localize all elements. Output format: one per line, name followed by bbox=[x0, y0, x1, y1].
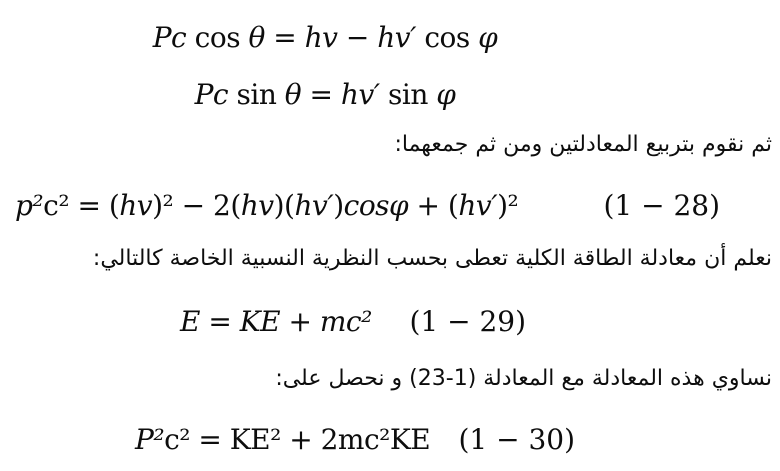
equation-momentum-y bbox=[95, 77, 555, 112]
equation-1-30-text: P²c² = KE² + 2mc²KE bbox=[135, 423, 431, 456]
equation-momentum-x-text: Pc cos θ = hv − hv′ cos φ bbox=[152, 21, 498, 54]
equation-1-30 bbox=[135, 422, 575, 457]
equation-1-28 bbox=[15, 188, 720, 223]
equation-1-28-text: p²c² = (hv)² − 2(hv)(hv′)cosφ + (hv′)² bbox=[15, 189, 519, 222]
equation-momentum-x bbox=[95, 20, 555, 55]
equation-1-29-number: (1 − 29) bbox=[409, 305, 526, 338]
equation-1-29 bbox=[180, 304, 526, 339]
arabic-note-total-energy: نعلم أن معادلة الطاقة الكلية تعطى بحسب النظرية النسبية الخاصة كالتالي: bbox=[92, 246, 772, 271]
arabic-note-square-equations: ثم نقوم بتربيع المعادلتين ومن ثم جمعهما: bbox=[394, 132, 772, 157]
equation-1-29-text: E = KE + mc² bbox=[180, 305, 372, 338]
equation-1-28-number: (1 − 28) bbox=[603, 189, 720, 222]
arabic-note-equate-equations: نساوي هذه المعادلة مع المعادلة (1-23) و نحصل على: bbox=[275, 366, 772, 391]
equation-momentum-y-text: Pc sin θ = hv′ sin φ bbox=[194, 78, 456, 111]
equation-1-30-number: (1 − 30) bbox=[458, 423, 575, 456]
